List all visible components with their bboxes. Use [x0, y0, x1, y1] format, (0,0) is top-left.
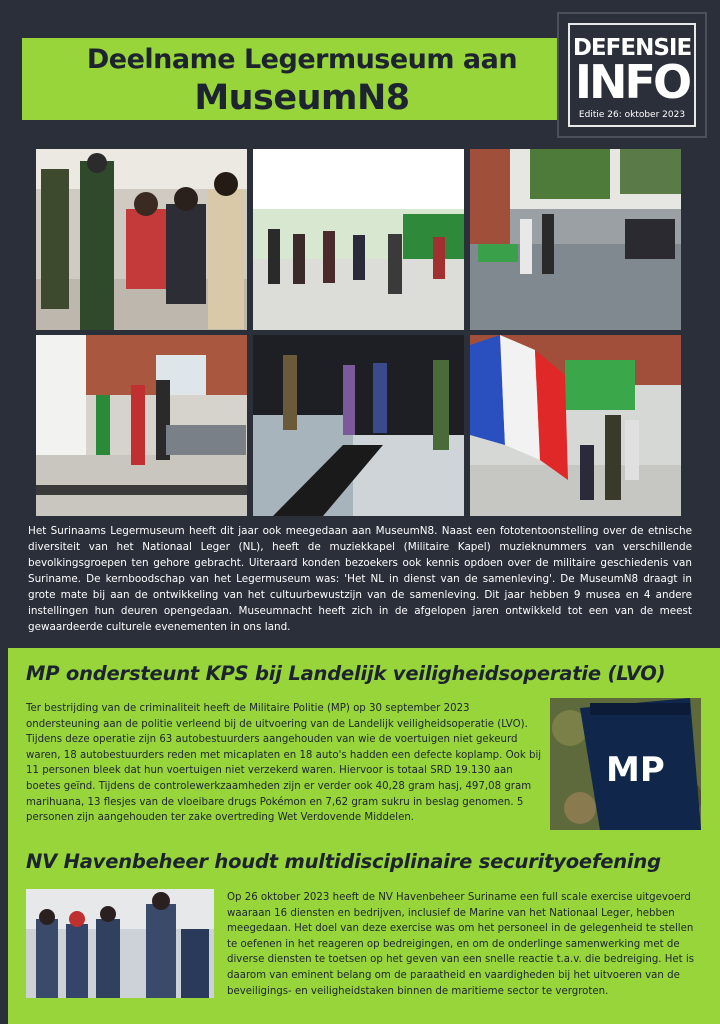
- photo-night-boat-display: [253, 335, 464, 516]
- mp-section-title: MP ondersteunt KPS bij Landelijk veiligheidsoperatie (LVO): [26, 662, 666, 685]
- photo-flag-exhibit: [470, 335, 681, 516]
- page-title-line1: Deelname Legermuseum aan: [86, 44, 518, 75]
- intro-article-text: Het Surinaams Legermuseum heeft dit jaar ook meegedaan aan MuseumN8. Naast een fototentoonstelling over de etnische diversiteit van het Nationaal Leger (NL), heeft de muziekkapel (Militaire Kapel) muzieknummers van verschillende bevolkingsgroepen ten gehore gebracht. Uiteraard konden bezoekers ook kennis opdoen over de militaire geschiedenis van Suriname. De kernboodschap van het Legermuseum was: 'Het NL in dienst van de samenleving'. De MuseumN8 draagt in grote mate bij aan de ontwikkeling van het cultuurbewustzijn van de samenleving. Dit jaar hebben 9 musea en 4 andere instellingen hun deuren opengedaan. Museumnacht heeft zich in de afgelopen jaren ontwikkeld tot een van de meest gewaardeerde culturele evenementen in ons land.: [28, 525, 692, 633]
- photo-outdoor-courtyard: [470, 149, 681, 330]
- defensie-info-logo: [559, 14, 705, 136]
- mp-armband-label: MP: [606, 750, 665, 790]
- logo-frame: [568, 23, 696, 127]
- logo-wordmark-top: DEFENSIE: [572, 35, 692, 61]
- mp-armband-photo: [550, 698, 701, 830]
- havenbeheer-section-text: Op 26 oktober 2023 heeft de NV Havenbeheer Suriname een full scale exercise uitgevoerd waaraan 16 diensten en bedrijven, inclusief de Marine van het Nationaal Leger, hebben meegedaan. Het doel van deze exercise was om het personeel in de gelegenheid te stellen te oefenen in het reageren op bedreigingen, en om de onderlinge samenwerking met de diverse diensten te toetsen op het geven van een snelle reactie t.a.v. die bedreiging. Het is daarom van eminent belang om de paraatheid en vaardigheden bij het uitvoeren van de beveiligings- en veiligheidstaken binnen de maritieme sector te vergroten.: [227, 892, 695, 997]
- photo-exhibition-hall: [253, 149, 464, 330]
- page-title-line2: MuseumN8: [194, 78, 410, 118]
- havenbeheer-section-title: NV Havenbeheer houdt multidisciplinaire securityoefening: [26, 850, 661, 873]
- mp-section-text: Ter bestrijding van de criminaliteit heeft de Militaire Politie (MP) op 30 september 2023 ondersteuning aan de politie verleend bij de uitvoering van de Landelijk veiligheidsoperatie (LVO). Tijdens deze operatie zijn 63 autobestuurders aangehouden van wie de voertuigen niet gekeurd waren, 18 autobestuurders reden met micaplaten en 18 auto's hadden een defecte koplamp. Ook bij 11 personen bleek dat hun voertuigen niet verzekerd waren. Hiervoor is totaal SRD 19.130 aan boetes geïnd. Tijdens de controlewerkzaamheden zijn er verder ook 40,28 gram hasj, 497,08 gram marihuana, 13 flesjes van de vloeibare drugs Pokémon en 7,62 gram sukru in beslag genomen. 5 personen zijn aangehouden ter zake overtreding Wet Verdovende Middelen.: [26, 703, 542, 824]
- havenbeheer-exercise-photo: [26, 889, 214, 998]
- photo-weapons-display: [36, 335, 247, 516]
- logo-wordmark-main: INFO: [574, 55, 690, 109]
- photo-museum-soldiers: [36, 149, 247, 330]
- edition-label: Editie 26: oktober 2023: [578, 110, 686, 120]
